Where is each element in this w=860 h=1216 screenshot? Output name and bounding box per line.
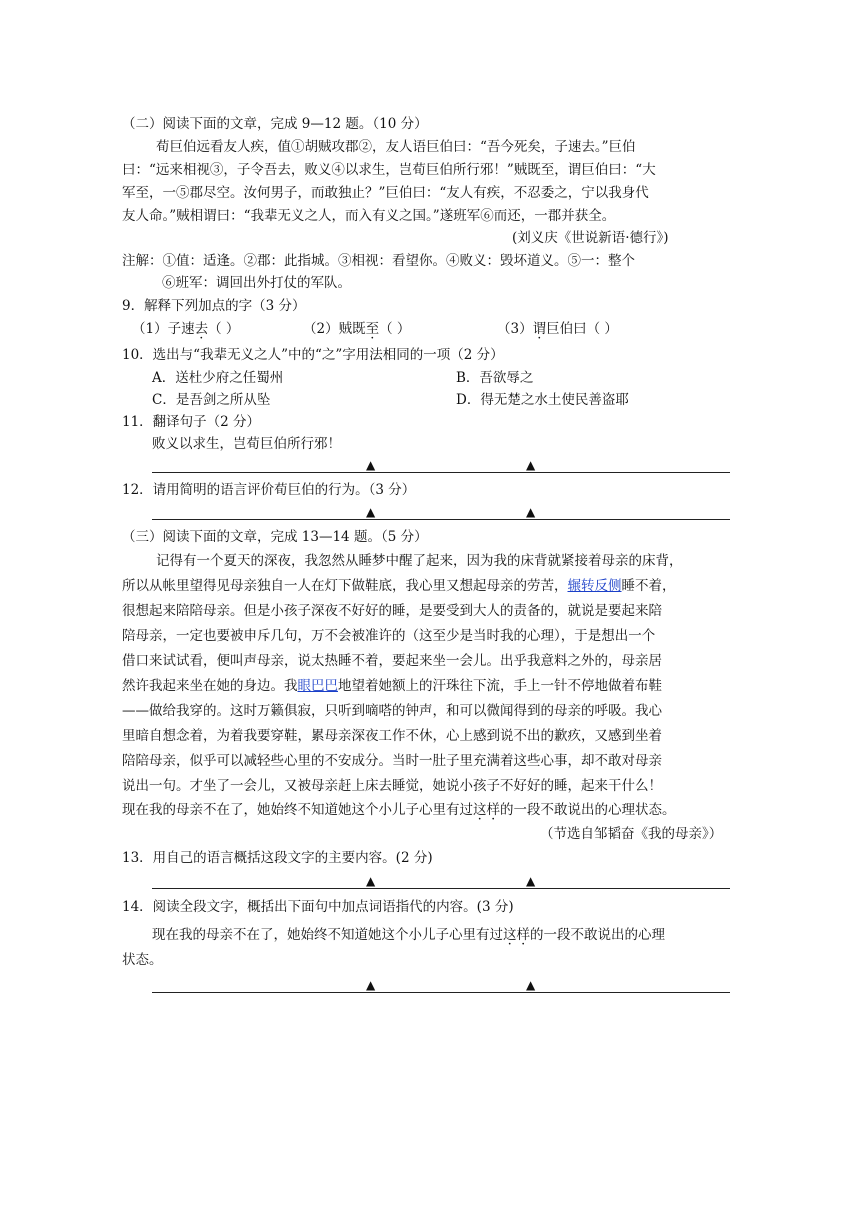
essay-line-10: 说出一句。才坐了一会儿，又被母亲赶上床去睡觉，她说小孩子不好好的睡，起来干什么！	[122, 778, 662, 794]
answer-marker-triangle: ▲	[526, 505, 536, 519]
q10-option-d: D．得无楚之水土使民善盗耶	[456, 392, 629, 408]
answer-marker-triangle: ▲	[526, 458, 536, 472]
answer-line	[152, 992, 730, 993]
q12-stem: 12．请用简明的语言评价荀巨伯的行为。（3 分）	[122, 482, 416, 498]
q9-dotted-char-2: 至	[365, 321, 380, 337]
answer-line	[152, 888, 730, 889]
section-3-header: （三）阅读下面的文章，完成 13—14 题。（5 分）	[122, 529, 428, 545]
q10-option-a: A．送杜少府之任蜀州	[152, 370, 284, 386]
passage-line-3: 军至，一⑤郡尽空。汝何男子，而敢独止？”巨伯曰：“友人有疾，不忍委之，宁以我身代	[122, 185, 649, 201]
notes-line-2: ⑥班军：调回出外打仗的军队。	[162, 275, 351, 291]
q10-stem: 10．选出与“我辈无义之人”中的“之”字用法相同的一项（2 分）	[122, 347, 504, 363]
answer-marker-triangle: ▲	[526, 874, 536, 888]
dotted-char-zhe: 这	[473, 802, 487, 818]
notes-line-1: 注解：①值：适逢。②郡：此指城。③相视：看望你。④败义：毁坏道义。⑤一：整个	[122, 253, 635, 269]
essay-line-1: 记得有一个夏天的深夜，我忽然从睡梦中醒了起来，因为我的床背就紧接着母亲的床背，	[156, 553, 683, 569]
essay-source: （节选自邹韬奋《我的母亲》）	[540, 826, 723, 842]
dotted-char-yang: 样	[486, 802, 500, 818]
essay-line-3: 很想起来陪陪母亲。但是小孩子深夜不好好的睡，是要受到大人的责备的，就说是要起来陪	[122, 603, 662, 619]
answer-line	[152, 519, 730, 520]
q11-sentence: 败义以求生，岂荀巨伯所行邪！	[152, 436, 341, 452]
essay-line-4: 陪母亲，一定也要被申斥几句，万不会被准许的（这至少是当时我的心理），于是想出一个	[122, 628, 656, 644]
answer-marker-triangle: ▲	[366, 978, 376, 992]
q9-dotted-char-3: 谓	[532, 321, 547, 337]
q9-stem: 9．解释下列加点的字（3 分）	[122, 298, 306, 314]
essay-line-6: 然许我起来坐在她的身边。我眼巴巴地望着她额上的汗珠往下流，手上一针不停地做着布鞋	[122, 678, 662, 694]
q11-stem: 11．翻译句子（2 分）	[122, 414, 261, 430]
answer-marker-triangle: ▲	[526, 978, 536, 992]
q14-quote-line-1: 现在我的母亲不在了，她始终不知道她这个小儿子心里有过这样的一段不敢说出的心理	[152, 927, 665, 943]
q9-item-2: （2）贼既至（ ）	[303, 321, 411, 337]
q14-dotted-char-zhe: 这	[503, 927, 517, 943]
q9-dotted-char-1: 去	[194, 321, 209, 337]
q9-item-1: （1）子速去（ ）	[132, 321, 240, 337]
answer-marker-triangle: ▲	[366, 458, 376, 472]
essay-line-9: 陪陪母亲，似乎可以减轻些心里的不安成分。当时一肚子里充满着这些心事，却不敢对母亲	[122, 753, 662, 769]
essay-line-11: 现在我的母亲不在了，她始终不知道她这个小儿子心里有过这样的一段不敢说出的心理状态。	[122, 802, 676, 818]
essay-line-2: 所以从帐里望得见母亲独自一人在灯下做鞋底，我心里又想起母亲的劳苦，辗转反侧睡不着，	[122, 578, 676, 594]
passage-source: (刘义庆《世说新语·德行》)	[512, 230, 669, 246]
essay-line-8: 里暗自想念着，为着我要穿鞋，累母亲深夜工作不休，心上感到说不出的歉疚，又感到坐着	[122, 728, 662, 744]
q14-stem: 14．阅读全段文字，概括出下面句中加点词语指代的内容。(3 分)	[122, 899, 514, 915]
answer-marker-triangle: ▲	[366, 874, 376, 888]
q10-option-c: C．是吾剑之所从坠	[152, 392, 271, 408]
passage-line-2: 曰：“远来相视③，子令吾去，败义④以求生，岂荀巨伯所行邪！”贼既至，谓巨伯曰：“大	[122, 162, 656, 178]
link-zhanzhuanfance[interactable]: 辗转反侧	[567, 578, 622, 594]
section-2-header: （二）阅读下面的文章，完成 9—12 题。（10 分）	[122, 116, 428, 132]
link-yanbaba[interactable]: 眼巴巴	[297, 678, 338, 694]
q13-stem: 13．用自己的语言概括这段文字的主要内容。(2 分)	[122, 850, 433, 866]
q9-item-3: （3）谓巨伯曰（ ）	[497, 321, 618, 337]
answer-line	[152, 472, 730, 473]
passage-line-4: 友人命。”贼相谓曰：“我辈无义之人，而入有义之国。”遂班军⑥而还，一郡并获全。	[122, 208, 616, 224]
q14-dotted-char-yang: 样	[516, 927, 530, 943]
q14-quote-line-2: 状态。	[122, 952, 163, 968]
essay-line-5: 借口来试试看，便叫声母亲，说太热睡不着，要起来坐一会儿。出乎我意料之外的，母亲居	[122, 653, 662, 669]
passage-line-1: 荀巨伯远看友人疾，值①胡贼攻郡②，友人语巨伯曰：“吾今死矣，子速去。”巨伯	[156, 139, 636, 155]
q10-option-b: B．吾欲辱之	[456, 370, 534, 386]
essay-line-7: ——做给我穿的。这时万籁俱寂，只听到嘀嗒的钟声，和可以微闻得到的母亲的呼吸。我心	[122, 703, 662, 719]
answer-marker-triangle: ▲	[366, 505, 376, 519]
